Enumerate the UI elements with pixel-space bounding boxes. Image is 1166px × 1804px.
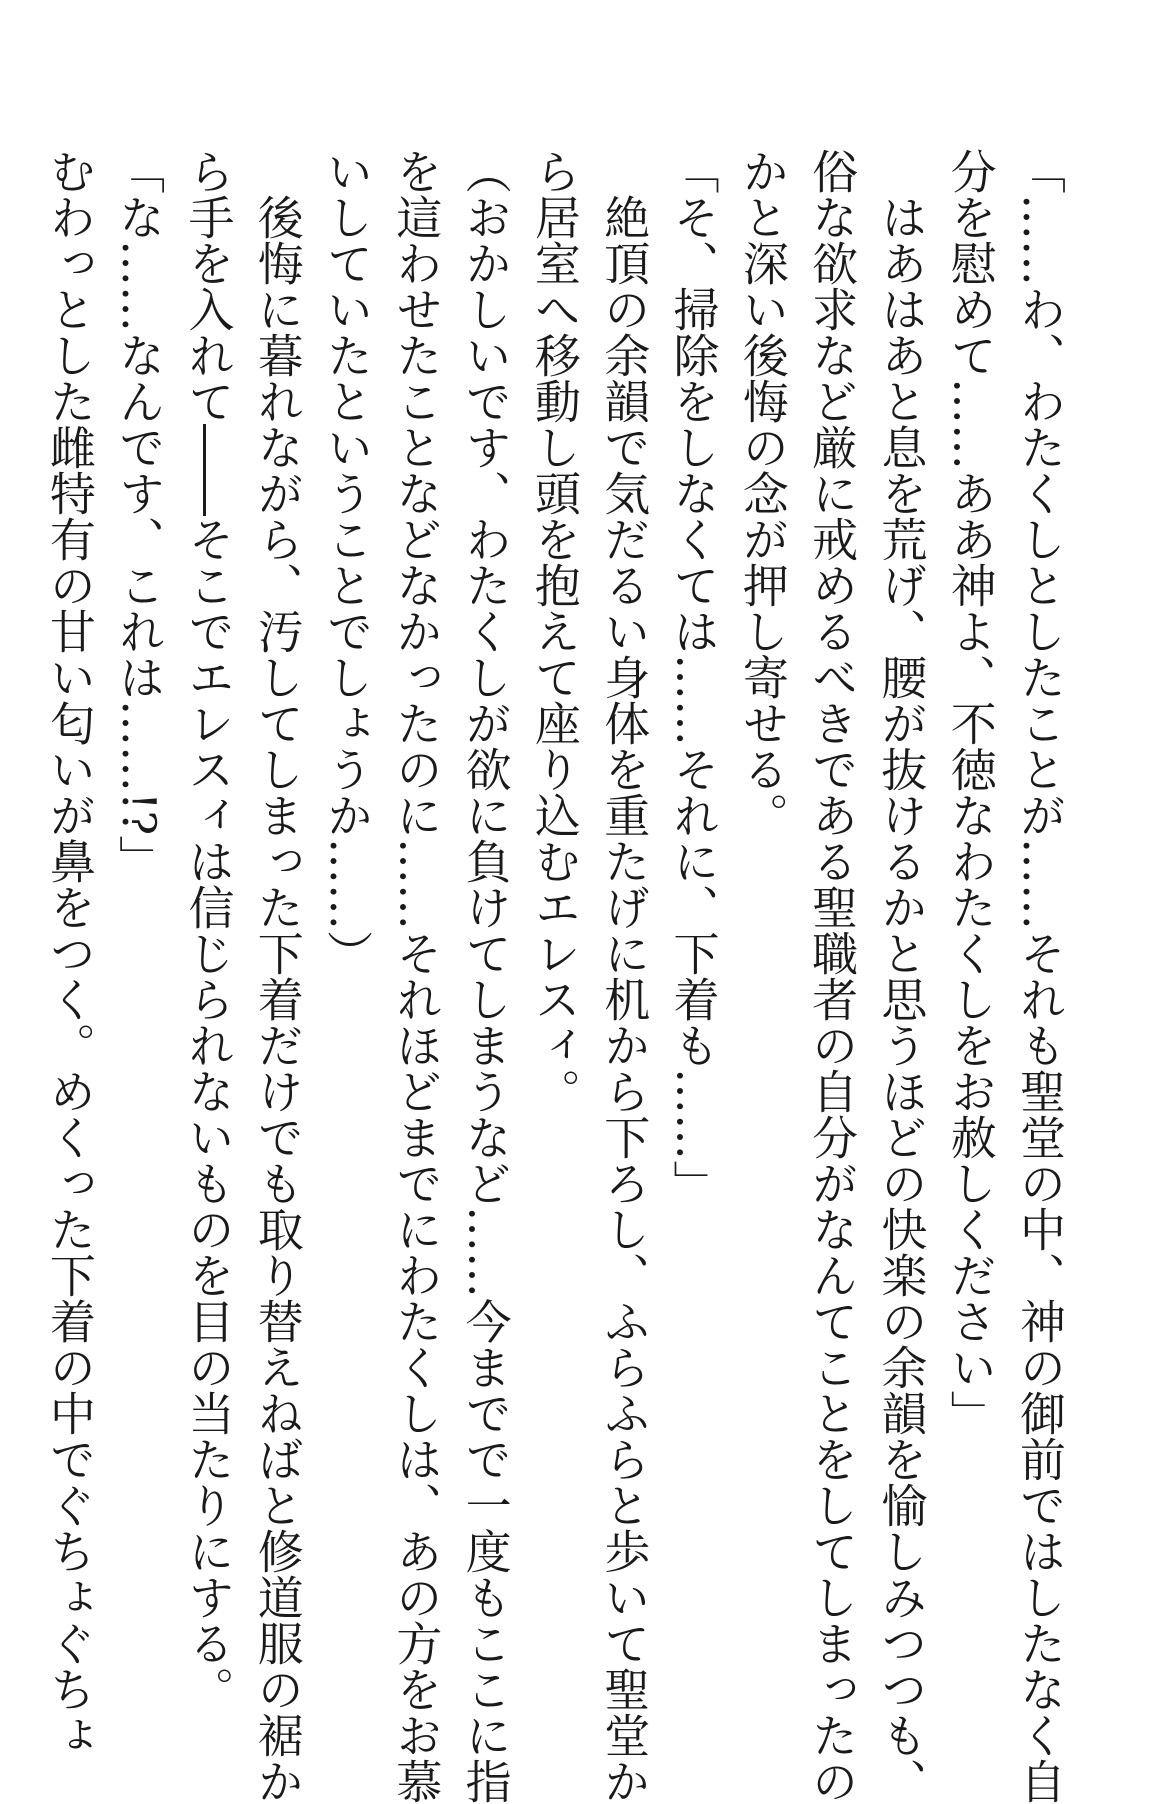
text-line-10: を這わせたことなどなかったのに……それほどまでにわたくしは、あの方をお慕	[389, 148, 444, 1804]
text-line-14: 「な……なんです、これは……!?」	[112, 148, 167, 882]
text-line-1: 「……わ、わたくしとしたことが……それも聖堂の中、神の御前ではしたなく自	[1013, 148, 1067, 1804]
text-line-13: ら手を入れて――そこでエレスィは信じられないものを目の当たりにする。	[181, 148, 236, 1712]
vertical-text-body	[35, 148, 1074, 1804]
text-line-12: 後悔に暮れながら、汚してしまった下着だけでも取り替えねばと修道服の裾か	[250, 194, 305, 1804]
text-line-15: むわっとした雌特有の甘い匂いが鼻をつく。めくった下着の中でぐちょぐちょ	[42, 148, 97, 1758]
text-line-8: ら居室へ移動し頭を抱えて座り込むエレスィ。	[527, 148, 582, 1114]
text-line-6: 「そ、掃除をしなくては……それに、下着も……」	[666, 148, 721, 1206]
text-line-3: はあはあと息を荒げ、腰が抜けるかと思うほどの快楽の余韻を愉しみつつも、	[874, 194, 929, 1804]
text-line-2: 分を慰めて……ああ神よ、不徳なわたくしをお赦しください」	[943, 148, 998, 1436]
text-line-9: （おかしいです、わたくしが欲に負けてしまうなど……今までで一度もここに指	[458, 148, 513, 1804]
text-line-4: 俗な欲求など厳に戒めるべきである聖職者の自分がなんてことをしてしまったの	[805, 148, 860, 1804]
text-line-7: 絶頂の余韻で気だるい身体を重たげに机から下ろし、ふらふらと歩いて聖堂か	[597, 194, 652, 1804]
text-line-11: いしていたということでしょうか……）	[320, 148, 375, 976]
text-line-5: かと深い後悔の念が押し寄せる。	[735, 148, 790, 838]
